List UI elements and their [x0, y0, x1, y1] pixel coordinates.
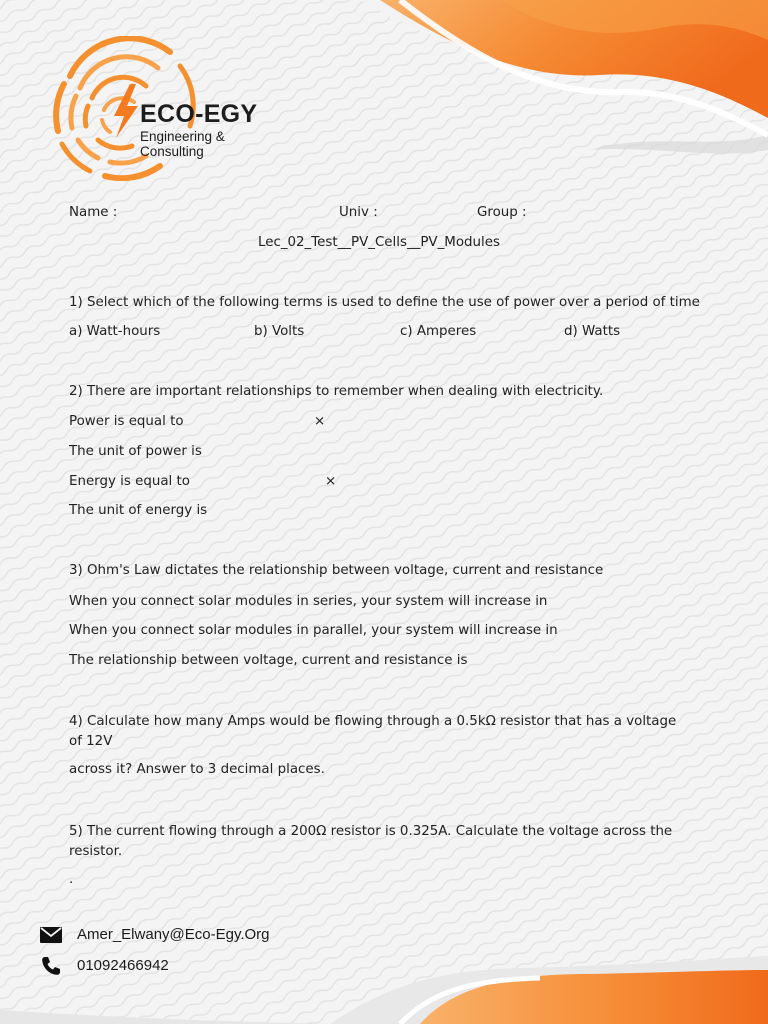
- power-equal-label: Power is equal to: [69, 414, 184, 429]
- envelope-icon: [40, 927, 62, 943]
- group-label: Group :: [477, 205, 527, 220]
- parallel-statement: When you connect solar modules in parallel, your system will increase in: [69, 623, 558, 638]
- q1-option-a[interactable]: a) Watt-hours: [69, 324, 161, 339]
- bottom-orange-wave: [0, 930, 768, 1024]
- q1-option-c[interactable]: c) Amperes: [400, 324, 477, 339]
- phone-icon: [41, 956, 61, 976]
- test-title: Lec_02_Test__PV_Cells__PV_Modules: [258, 235, 500, 250]
- question-2-text: 2) There are important relationships to remember when dealing with electricity.: [69, 384, 604, 399]
- series-statement: When you connect solar modules in series, your system will increase in: [69, 594, 548, 609]
- company-logo: [50, 36, 290, 181]
- lightning-bolt-icon: [114, 84, 138, 138]
- energy-equal-label: Energy is equal to: [69, 474, 190, 489]
- brand-name: ECO-EGY: [140, 100, 258, 128]
- relationship-statement: The relationship between voltage, current and resistance is: [69, 653, 468, 668]
- question-5-text: 5) The current flowing through a 200Ω resistor is 0.325A. Calculate the voltage across the resistor.: [69, 824, 673, 859]
- question-5-dot: .: [69, 872, 74, 887]
- energy-times-symbol: ×: [325, 474, 337, 489]
- univ-label: Univ :: [339, 205, 378, 220]
- question-4-text: 4) Calculate how many Amps would be flowing through a 0.5kΩ resistor that has a voltage of 12V: [69, 714, 677, 749]
- brand-tagline: Engineering & Consulting: [140, 129, 225, 159]
- power-unit-label: The unit of power is: [69, 444, 202, 459]
- q1-option-b[interactable]: b) Volts: [254, 324, 305, 339]
- q1-option-d[interactable]: d) Watts: [564, 324, 621, 339]
- question-1-text: 1) Select which of the following terms is used to define the use of power over a period of time: [69, 295, 700, 310]
- question-4-text-continued: across it? Answer to 3 decimal places.: [69, 762, 325, 777]
- question-3-text: 3) Ohm's Law dictates the relationship between voltage, current and resistance: [69, 563, 604, 578]
- contact-phone[interactable]: 01092466942: [77, 957, 169, 974]
- name-label: Name :: [69, 205, 118, 220]
- energy-unit-label: The unit of energy is: [69, 503, 208, 518]
- contact-email[interactable]: Amer_Elwany@Eco-Egy.Org: [77, 926, 270, 943]
- top-right-orange-wave: [340, 0, 768, 170]
- power-times-symbol: ×: [314, 414, 326, 429]
